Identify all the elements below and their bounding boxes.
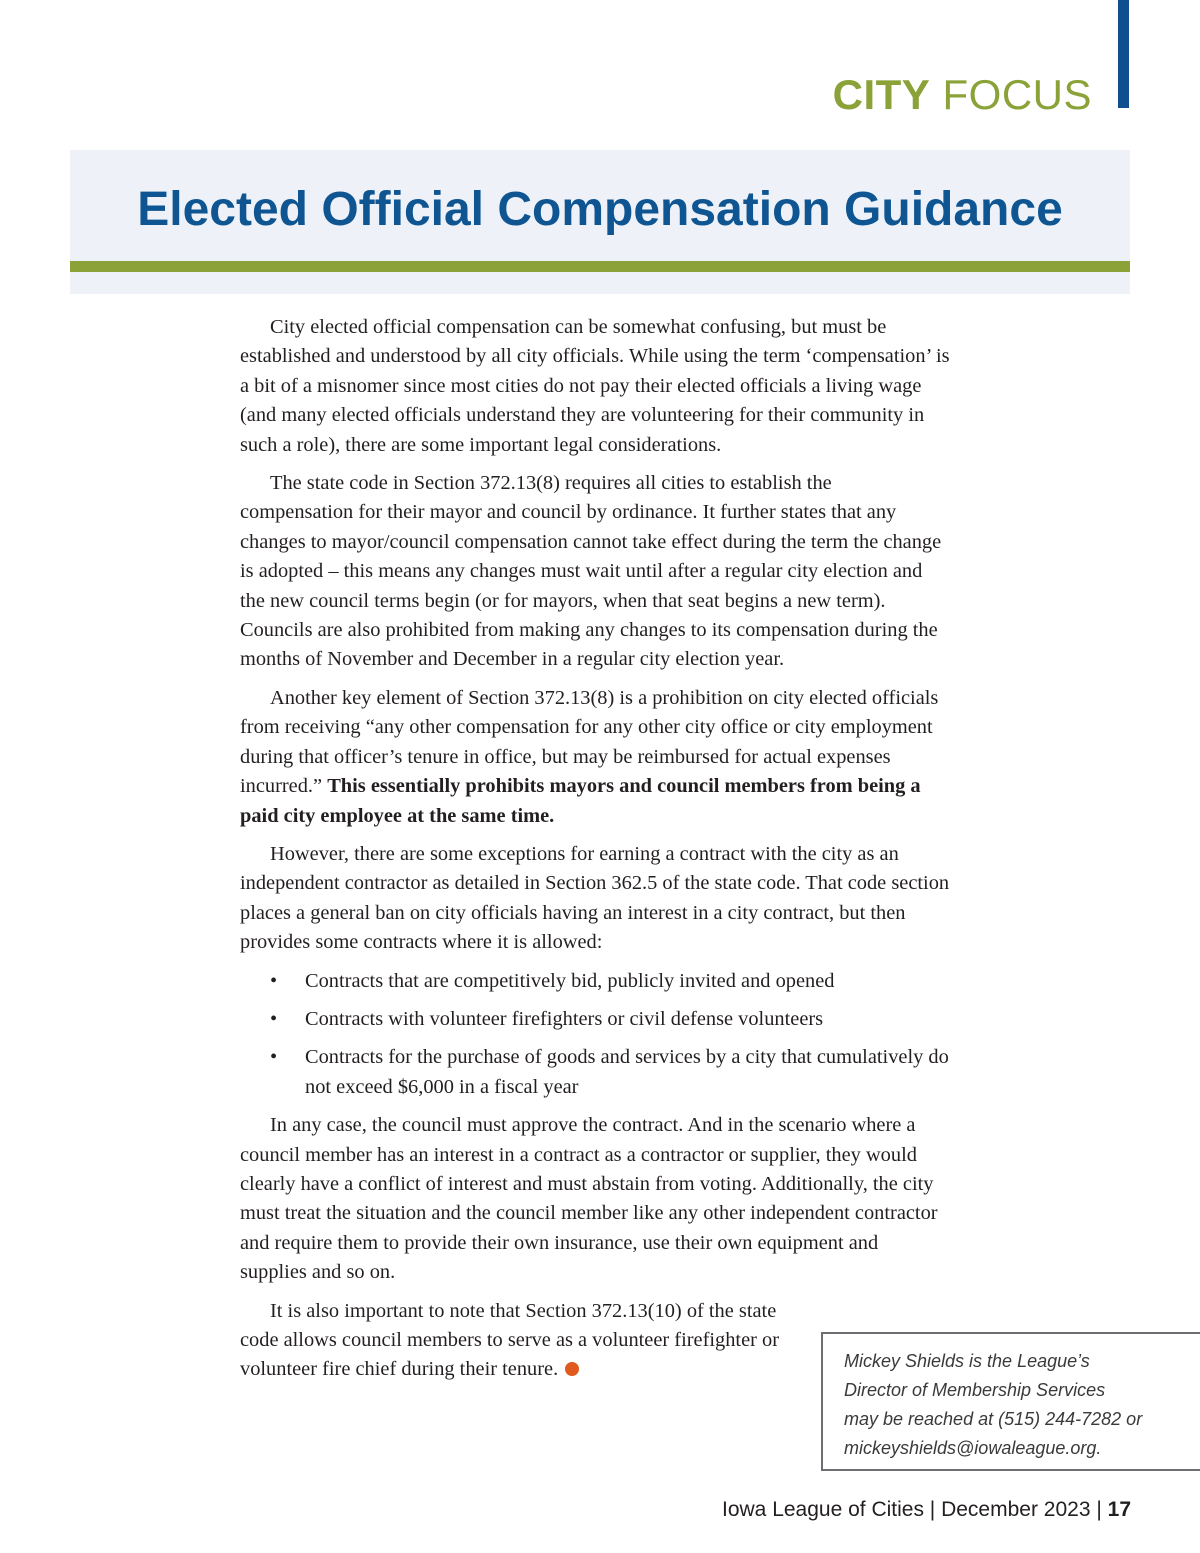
- bio-line-4: mickeyshields@iowaleague.org.: [844, 1438, 1102, 1458]
- list-item: [270, 1043, 950, 1102]
- section-label: [833, 70, 1092, 120]
- list-item-text: Contracts with volunteer firefighters or civil defense volunteers: [305, 1007, 824, 1030]
- section-label-bold: CITY: [832, 71, 931, 118]
- list-item: [270, 1005, 950, 1034]
- paragraph-5: In any case, the council must approve the contract. And in the scenario where a council member has an interest in a contract as a contractor or supplier, they would clearly have a conflict of interest and must abstain from voting. Additionally, the city must treat the situation and the council member like any other independent contractor and require them to provide their own insurance, use their own equipment and supplies and so on.: [240, 1114, 938, 1284]
- page-number: 17: [1107, 1498, 1131, 1521]
- bio-line-1: Mickey Shields is the League’s: [844, 1351, 1090, 1371]
- paragraph-4: However, there are some exceptions for earning a contract with the city as an independent contractor as detailed in Section 362.5 of the state code. That code section places a general ban on city officials having an interest in a city contract, but then provides some contracts where it is allowed:: [240, 842, 950, 954]
- bullet-icon: •: [270, 1007, 278, 1030]
- paragraph-3: [240, 684, 950, 831]
- title-rule: [70, 261, 1130, 272]
- section-label-rest: FOCUS: [930, 71, 1092, 118]
- paragraph-3-text: Another key element of Section 372.13(8) is a prohibition on city elected officials from receiving “any other compensation for any other city office or city employment during that officer’s tenure in office, but may be reimbursed for actual expenses incurred.”: [240, 686, 939, 798]
- article-body: [240, 313, 950, 1394]
- bullet-icon: •: [270, 969, 278, 992]
- list-item-text: Contracts for the purchase of goods and services by a city that cumulatively do not exceed $6,000 in a fiscal year: [305, 1046, 949, 1098]
- footer-publication: Iowa League of Cities | December 2023 |: [722, 1498, 1108, 1521]
- list-item: [270, 967, 950, 996]
- paragraph-6-text: It is also important to note that Section 372.13(10) of the state code allows council members to serve as a volunteer firefighter or volunteer fire chief during their tenure.: [240, 1299, 780, 1381]
- paragraph-1: City elected official compensation can be somewhat confusing, but must be established and understood by all city officials. While using the term ‘compensation’ is a bit of a misnomer since most cities do not pay their elected officials a living wage (and many elected officials understand they are volunteering for their community in such a role), there are some important legal considerations.: [240, 316, 950, 456]
- top-accent-bar: [1118, 0, 1129, 108]
- author-bio-box: [821, 1332, 1200, 1471]
- exception-list: [240, 967, 950, 1103]
- bio-line-3: may be reached at (515) 244-7282 or: [844, 1409, 1143, 1429]
- end-of-article-icon: [565, 1362, 579, 1376]
- paragraph-6: [240, 1297, 810, 1385]
- paragraph-3-emphasis: This essentially prohibits mayors and council members from being a paid city employee at the same time.: [240, 775, 921, 827]
- title-band: [70, 150, 1130, 294]
- page-footer: [722, 1496, 1131, 1524]
- article-title: Elected Official Compensation Guidance: [137, 183, 1063, 236]
- bullet-icon: •: [270, 1046, 278, 1069]
- list-item-text: Contracts that are competitively bid, publicly invited and opened: [305, 969, 835, 992]
- bio-line-2: Director of Membership Services: [844, 1380, 1106, 1400]
- paragraph-2: The state code in Section 372.13(8) requires all cities to establish the compensation for their mayor and council by ordinance. It further states that any changes to mayor/council compensation cannot take effect during the term the change is adopted – this means any changes must wait until after a regular city election and the new council terms begin (or for mayors, when that seat begins a new term). Councils are also prohibited from making any changes to its compensation during the months of November and December in a regular city election year.: [240, 472, 942, 671]
